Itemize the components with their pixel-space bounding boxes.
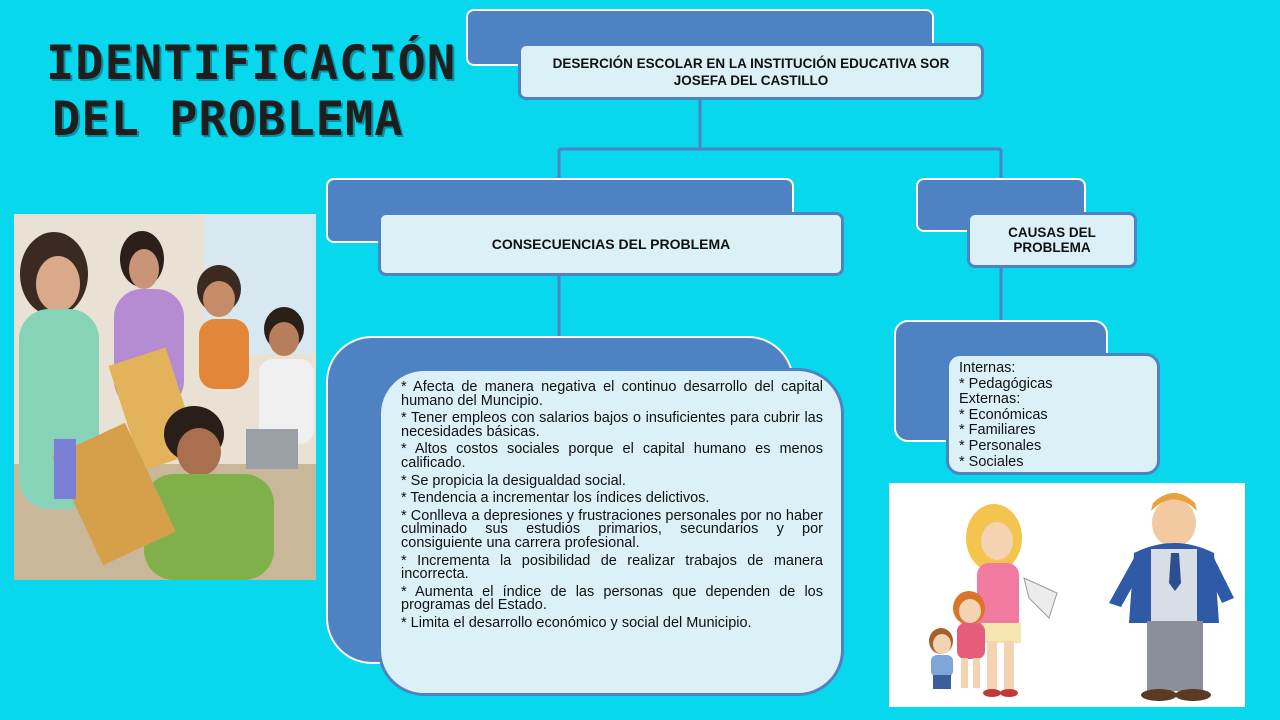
consequences-list bbox=[378, 368, 844, 696]
consequence-item: * Afecta de manera negativa el continuo desarrollo del capital humano del Muncipio. bbox=[401, 379, 823, 409]
family-cartoon bbox=[889, 483, 1245, 707]
title-line-2: DEL PROBLEMA bbox=[52, 92, 404, 147]
root-node bbox=[518, 43, 984, 100]
students-photo bbox=[14, 214, 316, 580]
root-node-label: DESERCIÓN ESCOLAR EN LA INSTITUCIÓN EDUCATIVA SOR JOSEFA DEL CASTILLO bbox=[552, 55, 950, 88]
cause-item: * Sociales bbox=[959, 453, 1024, 470]
consequence-item: * Se propicia la desigualdad social. bbox=[401, 472, 626, 489]
cause-item: * Personales bbox=[959, 437, 1042, 454]
causes-node bbox=[967, 212, 1137, 268]
consequences-node bbox=[378, 212, 844, 276]
cause-item: Internas: bbox=[959, 360, 1016, 376]
consequence-item: * Limita el desarrollo económico y social del Municipio. bbox=[401, 614, 752, 631]
causes-list bbox=[946, 353, 1160, 475]
cause-item: Externas: bbox=[959, 391, 1021, 408]
consequence-item: * Tener empleos con salarios bajos o insuficientes para cubrir las necesidades básicas. bbox=[401, 410, 823, 440]
consequence-item: * Incrementa la posibilidad de realizar trabajos de manera incorrecta. bbox=[401, 552, 823, 583]
consequences-heading: CONSECUENCIAS DEL PROBLEMA bbox=[491, 236, 731, 252]
cause-item: * Pedagógicas bbox=[959, 375, 1053, 392]
title-line-1: IDENTIFICACIÓN bbox=[46, 36, 457, 91]
consequence-item: * Altos costos sociales porque el capital humano es menos calificado. bbox=[401, 441, 823, 471]
consequence-item: * Conlleva a depresiones y frustraciones personales por no haber culminado sus estudios primarios, secundarios y por consiguiente una carrera profesional. bbox=[401, 507, 823, 551]
cause-item: * Económicas bbox=[959, 406, 1048, 423]
consequence-item: * Aumenta el índice de las personas que dependen de los programas del Estado. bbox=[401, 583, 823, 614]
consequence-item: * Tendencia a incrementar los índices delictivos. bbox=[401, 490, 710, 507]
cause-item: * Familiares bbox=[959, 422, 1036, 439]
causes-heading: CAUSAS DEL PROBLEMA bbox=[1008, 225, 1096, 255]
